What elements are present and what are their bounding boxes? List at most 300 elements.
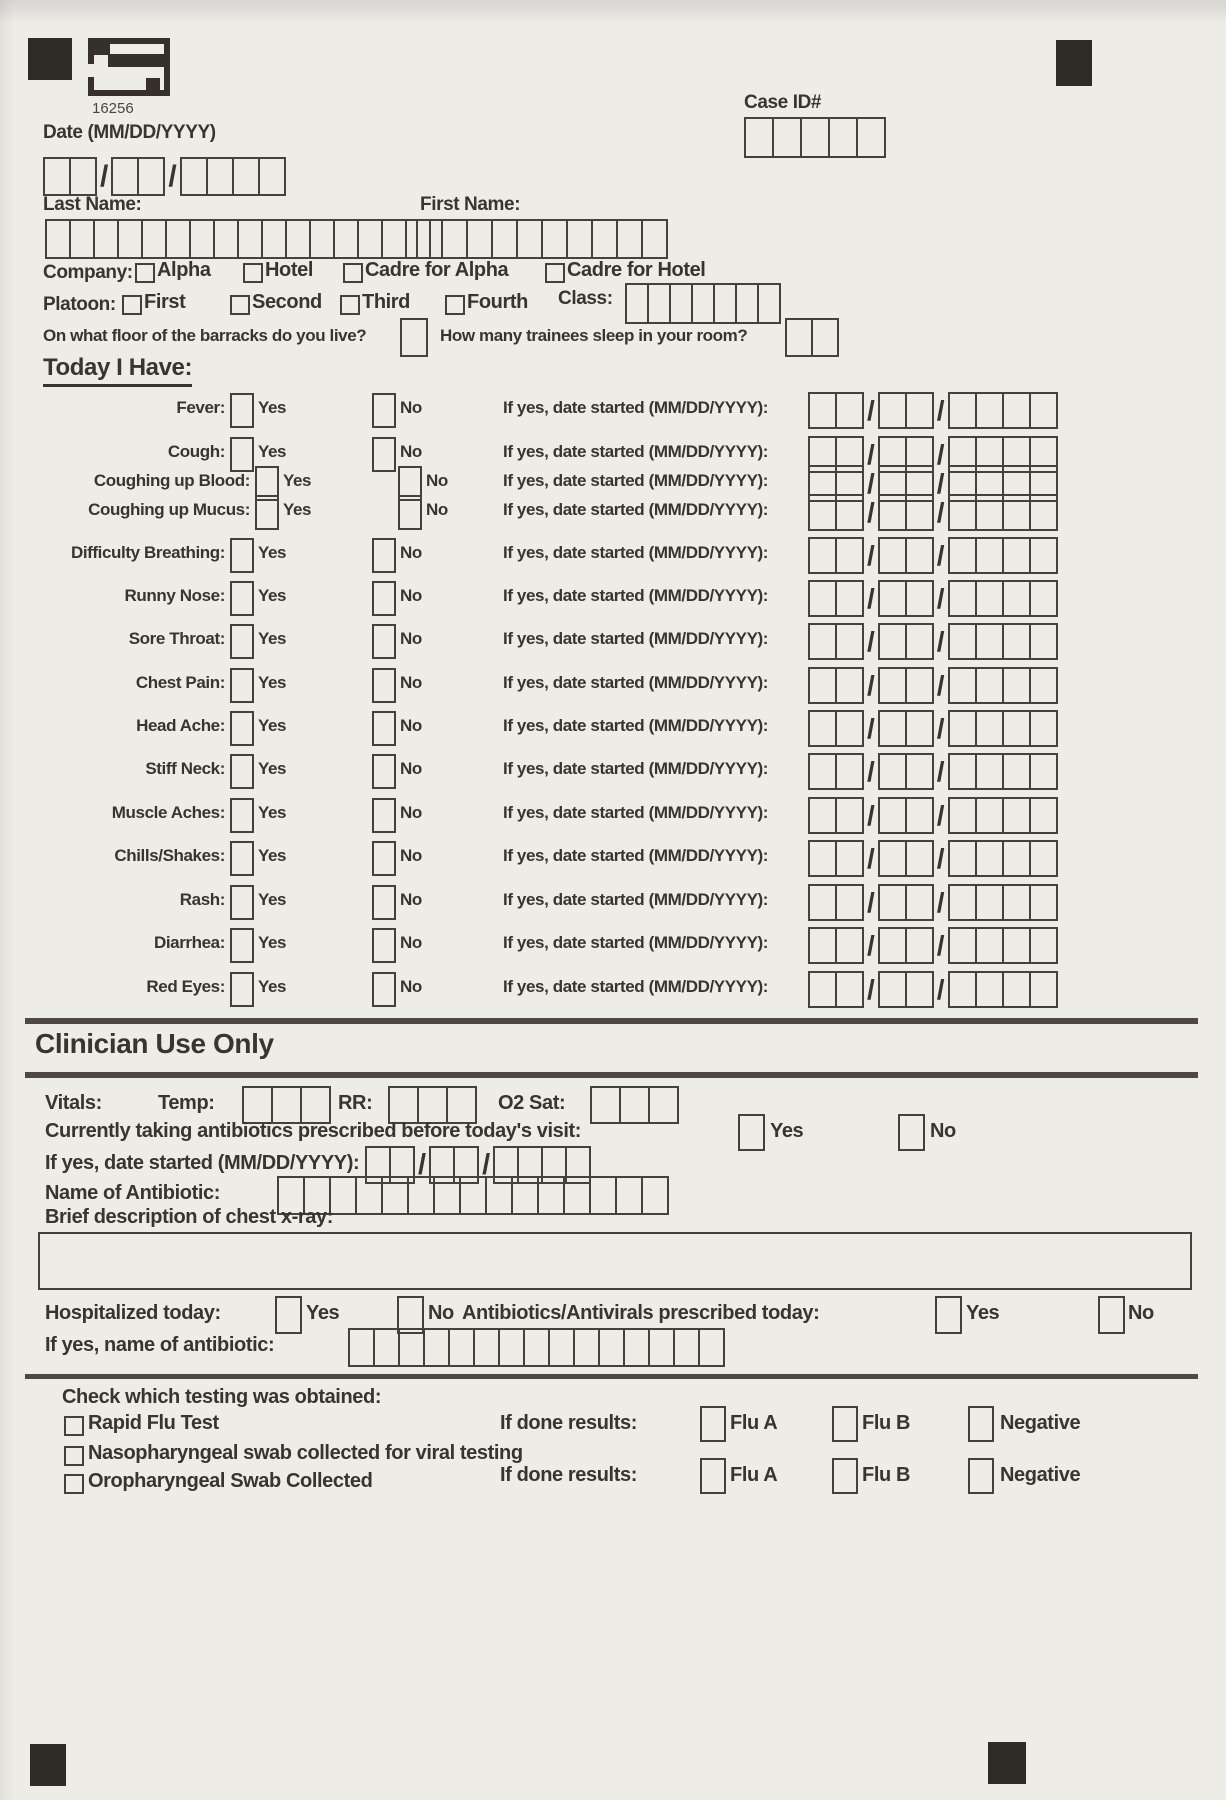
flu-b-checkbox-2[interactable] xyxy=(832,1458,858,1494)
char-cell[interactable] xyxy=(905,392,934,429)
char-cell[interactable] xyxy=(400,318,428,357)
slash-separator: / xyxy=(867,583,875,614)
yes-checkbox[interactable] xyxy=(230,798,254,833)
vitals-label: Vitals: xyxy=(45,1092,102,1114)
char-cell[interactable] xyxy=(598,1328,625,1367)
char-cell[interactable] xyxy=(242,1086,273,1124)
char-cell[interactable] xyxy=(615,1176,643,1215)
yes-checkbox[interactable] xyxy=(230,885,254,920)
char-cell[interactable] xyxy=(948,710,977,747)
date-cell-group xyxy=(111,157,165,196)
char-cell[interactable] xyxy=(357,219,383,259)
char-cell[interactable] xyxy=(189,219,215,259)
char-cell[interactable] xyxy=(93,219,119,259)
char-cell[interactable] xyxy=(878,840,907,877)
symptom-label: Stiff Neck: xyxy=(145,759,225,778)
symptom-label: Cough: xyxy=(167,442,225,461)
company-cadre-alpha-checkbox[interactable] xyxy=(343,263,363,283)
yes-checkbox[interactable] xyxy=(230,624,254,659)
char-cell[interactable] xyxy=(1029,927,1058,964)
company-cadre-hotel-checkbox[interactable] xyxy=(545,263,565,283)
slash-separator: / xyxy=(936,843,945,874)
char-cell[interactable] xyxy=(537,1176,565,1215)
char-cell[interactable] xyxy=(69,157,97,196)
char-cell[interactable] xyxy=(878,392,907,429)
char-cell[interactable] xyxy=(835,494,864,531)
char-cell[interactable] xyxy=(828,117,858,158)
char-cell[interactable] xyxy=(948,797,977,834)
char-cell[interactable] xyxy=(69,219,95,259)
char-cell[interactable] xyxy=(808,494,837,531)
date-cell-group xyxy=(878,667,934,704)
char-cell[interactable] xyxy=(647,283,671,324)
char-cell[interactable] xyxy=(258,157,286,196)
char-cell[interactable] xyxy=(948,392,977,429)
prescribed-yes-checkbox[interactable] xyxy=(935,1296,962,1334)
date-cell-group xyxy=(948,753,1058,790)
char-cell[interactable] xyxy=(878,927,907,964)
form-number: 16256 xyxy=(92,100,134,117)
flu-a-checkbox-2[interactable] xyxy=(700,1458,726,1494)
char-cell[interactable] xyxy=(878,710,907,747)
yes-checkbox[interactable] xyxy=(230,581,254,616)
char-cell[interactable] xyxy=(1002,753,1031,790)
platoon-fourth-checkbox[interactable] xyxy=(445,295,465,315)
date-cell-group xyxy=(878,884,934,921)
char-cell[interactable] xyxy=(137,157,165,196)
flu-a-checkbox-1[interactable] xyxy=(700,1406,726,1442)
first-name-label: First Name: xyxy=(420,194,521,215)
no-checkbox[interactable] xyxy=(372,928,396,963)
char-cell[interactable] xyxy=(808,537,837,574)
char-cell[interactable] xyxy=(948,840,977,877)
platoon-third-label: Third xyxy=(362,291,410,313)
char-cell[interactable] xyxy=(905,667,934,704)
char-cell[interactable] xyxy=(491,219,518,259)
slash-separator: / xyxy=(936,468,945,499)
char-cell[interactable] xyxy=(808,667,837,704)
char-cell[interactable] xyxy=(213,219,239,259)
char-cell[interactable] xyxy=(691,283,715,324)
char-cell[interactable] xyxy=(808,753,837,790)
date-started-label: If yes, date started (MM/DD/YYYY): xyxy=(503,890,769,909)
date-cell-group xyxy=(808,623,864,660)
char-cell[interactable] xyxy=(948,537,977,574)
char-cell[interactable] xyxy=(448,1328,475,1367)
char-cell[interactable] xyxy=(641,1176,669,1215)
date-cell-group xyxy=(808,580,864,617)
yes-checkbox[interactable] xyxy=(230,711,254,746)
char-cell[interactable] xyxy=(511,1176,539,1215)
char-cell[interactable] xyxy=(1029,840,1058,877)
yes-checkbox[interactable] xyxy=(230,668,254,703)
char-cell[interactable] xyxy=(348,1328,375,1367)
char-cell[interactable] xyxy=(1029,971,1058,1008)
char-cell[interactable] xyxy=(808,623,837,660)
company-alpha-checkbox[interactable] xyxy=(135,263,155,283)
platoon-fourth-label: Fourth xyxy=(467,291,528,313)
char-cell[interactable] xyxy=(180,157,208,196)
scan-shading-top xyxy=(0,0,1226,24)
slash-separator: / xyxy=(936,583,945,614)
no-label: No xyxy=(400,716,422,735)
date-cell-group xyxy=(808,753,864,790)
char-cell[interactable] xyxy=(975,884,1004,921)
char-cell[interactable] xyxy=(388,1086,419,1124)
yes-label: Yes xyxy=(258,442,287,461)
no-checkbox[interactable] xyxy=(372,393,396,428)
char-cell[interactable] xyxy=(835,580,864,617)
char-cell[interactable] xyxy=(835,884,864,921)
char-cell[interactable] xyxy=(485,1176,513,1215)
char-cell[interactable] xyxy=(835,392,864,429)
char-cell[interactable] xyxy=(835,927,864,964)
char-cell[interactable] xyxy=(673,1328,700,1367)
char-cell[interactable] xyxy=(878,797,907,834)
char-cell[interactable] xyxy=(573,1328,600,1367)
char-cell[interactable] xyxy=(948,667,977,704)
no-label: No xyxy=(400,846,422,865)
yes-label: Yes xyxy=(258,586,287,605)
char-cell[interactable] xyxy=(975,797,1004,834)
char-cell[interactable] xyxy=(835,537,864,574)
char-cell[interactable] xyxy=(878,537,907,574)
yes-label: Yes xyxy=(258,890,287,909)
char-cell[interactable] xyxy=(1002,927,1031,964)
char-cell[interactable] xyxy=(206,157,234,196)
char-cell[interactable] xyxy=(1002,537,1031,574)
char-cell[interactable] xyxy=(835,840,864,877)
date-cell-group xyxy=(808,797,864,834)
date-started-label: If yes, date started (MM/DD/YYYY): xyxy=(503,673,769,692)
char-cell[interactable] xyxy=(1029,753,1058,790)
char-cell[interactable] xyxy=(619,1086,650,1124)
nasopharyngeal-checkbox[interactable] xyxy=(64,1446,84,1466)
char-cell[interactable] xyxy=(800,117,830,158)
char-cell[interactable] xyxy=(616,219,643,259)
char-cell[interactable] xyxy=(698,1328,725,1367)
char-cell[interactable] xyxy=(45,219,71,259)
date-started-label: If yes, date started (MM/DD/YYYY): xyxy=(503,543,769,562)
no-checkbox[interactable] xyxy=(372,581,396,616)
symptom-row xyxy=(0,972,1226,1008)
char-cell[interactable] xyxy=(648,1328,675,1367)
char-cell[interactable] xyxy=(808,392,837,429)
xray-description-box[interactable] xyxy=(38,1232,1192,1290)
char-cell[interactable] xyxy=(878,884,907,921)
char-cell[interactable] xyxy=(237,219,263,259)
char-cell[interactable] xyxy=(1002,840,1031,877)
antibiotics-yes-checkbox[interactable] xyxy=(738,1114,765,1151)
char-cell[interactable] xyxy=(355,1176,383,1215)
last-name-label: Last Name: xyxy=(43,194,142,215)
char-cell[interactable] xyxy=(381,219,407,259)
char-cell[interactable] xyxy=(329,1176,357,1215)
negative-checkbox-1[interactable] xyxy=(968,1406,994,1442)
symptom-table xyxy=(0,393,1226,1018)
no-checkbox[interactable] xyxy=(372,538,396,573)
char-cell[interactable] xyxy=(563,1176,591,1215)
char-cell[interactable] xyxy=(309,219,335,259)
rapid-flu-checkbox[interactable] xyxy=(64,1416,84,1436)
char-cell[interactable] xyxy=(975,971,1004,1008)
char-cell[interactable] xyxy=(835,710,864,747)
clinician-date-started-label: If yes, date started (MM/DD/YYYY): xyxy=(45,1152,360,1174)
char-cell[interactable] xyxy=(669,283,693,324)
date-cell-group xyxy=(808,494,864,531)
char-cell[interactable] xyxy=(713,283,737,324)
char-cell[interactable] xyxy=(948,623,977,660)
date-cell-group xyxy=(878,753,934,790)
slash-separator: / xyxy=(936,756,945,787)
flu-b-label-2: Flu B xyxy=(862,1464,910,1486)
char-cell[interactable] xyxy=(905,494,934,531)
char-cell[interactable] xyxy=(975,623,1004,660)
char-cell[interactable] xyxy=(835,971,864,1008)
char-cell[interactable] xyxy=(623,1328,650,1367)
date-started-label: If yes, date started (MM/DD/YYYY): xyxy=(503,629,769,648)
yes-checkbox[interactable] xyxy=(230,754,254,789)
last-name-boxes xyxy=(45,219,431,259)
o2-sat-label: O2 Sat: xyxy=(498,1092,566,1114)
char-cell[interactable] xyxy=(1002,884,1031,921)
char-cell[interactable] xyxy=(398,1328,425,1367)
slash-separator: / xyxy=(936,540,945,571)
slash-separator: / xyxy=(936,395,945,426)
char-cell[interactable] xyxy=(1002,494,1031,531)
char-cell[interactable] xyxy=(905,927,934,964)
prescribed-no-checkbox[interactable] xyxy=(1098,1296,1125,1334)
char-cell[interactable] xyxy=(1002,392,1031,429)
char-cell[interactable] xyxy=(878,667,907,704)
char-cell[interactable] xyxy=(589,1176,617,1215)
char-cell[interactable] xyxy=(1002,623,1031,660)
char-cell[interactable] xyxy=(498,1328,525,1367)
char-cell[interactable] xyxy=(856,117,886,158)
yes-checkbox[interactable] xyxy=(230,841,254,876)
no-checkbox[interactable] xyxy=(372,972,396,1007)
char-cell[interactable] xyxy=(381,1176,409,1215)
char-cell[interactable] xyxy=(975,494,1004,531)
char-cell[interactable] xyxy=(878,580,907,617)
char-cell[interactable] xyxy=(423,1328,450,1367)
char-cell[interactable] xyxy=(300,1086,331,1124)
char-cell[interactable] xyxy=(466,219,493,259)
char-cell[interactable] xyxy=(1002,797,1031,834)
char-cell[interactable] xyxy=(591,219,618,259)
oropharyngeal-checkbox[interactable] xyxy=(64,1474,84,1494)
char-cell[interactable] xyxy=(1002,971,1031,1008)
char-cell[interactable] xyxy=(285,219,311,259)
yes-checkbox[interactable] xyxy=(230,393,254,428)
platoon-first-checkbox[interactable] xyxy=(122,295,142,315)
char-cell[interactable] xyxy=(808,927,837,964)
char-cell[interactable] xyxy=(1029,667,1058,704)
char-cell[interactable] xyxy=(1002,710,1031,747)
char-cell[interactable] xyxy=(417,1086,448,1124)
char-cell[interactable] xyxy=(416,219,443,259)
no-checkbox[interactable] xyxy=(372,711,396,746)
char-cell[interactable] xyxy=(473,1328,500,1367)
flu-b-checkbox-1[interactable] xyxy=(832,1406,858,1442)
char-cell[interactable] xyxy=(975,667,1004,704)
char-cell[interactable] xyxy=(1029,623,1058,660)
clinician-heading: Clinician Use Only xyxy=(35,1028,274,1059)
char-cell[interactable] xyxy=(905,623,934,660)
char-cell[interactable] xyxy=(811,318,839,357)
char-cell[interactable] xyxy=(878,753,907,790)
platoon-third-checkbox[interactable] xyxy=(340,295,360,315)
char-cell[interactable] xyxy=(948,971,977,1008)
testing-heading: Check which testing was obtained: xyxy=(62,1386,382,1408)
no-label: No xyxy=(400,543,422,562)
char-cell[interactable] xyxy=(808,580,837,617)
flu-a-label-2: Flu A xyxy=(730,1464,778,1486)
char-cell[interactable] xyxy=(117,219,143,259)
char-cell[interactable] xyxy=(641,219,668,259)
char-cell[interactable] xyxy=(1029,884,1058,921)
yes-label: Yes xyxy=(283,471,312,490)
char-cell[interactable] xyxy=(441,219,468,259)
char-cell[interactable] xyxy=(948,753,977,790)
char-cell[interactable] xyxy=(808,840,837,877)
char-cell[interactable] xyxy=(772,117,802,158)
antibiotics-no-checkbox[interactable] xyxy=(898,1114,925,1151)
char-cell[interactable] xyxy=(905,797,934,834)
char-cell[interactable] xyxy=(757,283,781,324)
char-cell[interactable] xyxy=(165,219,191,259)
char-cell[interactable] xyxy=(948,927,977,964)
char-cell[interactable] xyxy=(261,219,287,259)
char-cell[interactable] xyxy=(111,157,139,196)
char-cell[interactable] xyxy=(905,971,934,1008)
slash-separator: / xyxy=(867,843,875,874)
char-cell[interactable] xyxy=(446,1086,477,1124)
char-cell[interactable] xyxy=(1002,580,1031,617)
no-checkbox[interactable] xyxy=(372,624,396,659)
date-cell-group xyxy=(878,494,934,531)
date-cell-group xyxy=(808,884,864,921)
negative-label-2: Negative xyxy=(1000,1464,1081,1486)
char-cell[interactable] xyxy=(1029,797,1058,834)
results-label-1: If done results: xyxy=(500,1412,637,1434)
char-cell[interactable] xyxy=(43,157,71,196)
char-cell[interactable] xyxy=(975,710,1004,747)
slash-separator: / xyxy=(936,974,945,1005)
char-cell[interactable] xyxy=(905,580,934,617)
char-cell[interactable] xyxy=(808,971,837,1008)
char-cell[interactable] xyxy=(905,710,934,747)
char-cell[interactable] xyxy=(1002,667,1031,704)
char-cell[interactable] xyxy=(625,283,649,324)
char-cell[interactable] xyxy=(878,494,907,531)
no-checkbox[interactable] xyxy=(398,495,422,530)
char-cell[interactable] xyxy=(373,1328,400,1367)
char-cell[interactable] xyxy=(407,1176,435,1215)
char-cell[interactable] xyxy=(433,1176,461,1215)
yes-checkbox[interactable] xyxy=(230,538,254,573)
char-cell[interactable] xyxy=(905,884,934,921)
date-cell-group xyxy=(948,494,1058,531)
char-cell[interactable] xyxy=(905,840,934,877)
char-cell[interactable] xyxy=(548,1328,575,1367)
negative-checkbox-2[interactable] xyxy=(968,1458,994,1494)
hospitalized-yes-checkbox[interactable] xyxy=(275,1296,302,1334)
date-cell-group xyxy=(878,537,934,574)
char-cell[interactable] xyxy=(878,971,907,1008)
char-cell[interactable] xyxy=(516,219,543,259)
char-cell[interactable] xyxy=(905,753,934,790)
no-checkbox[interactable] xyxy=(372,841,396,876)
char-cell[interactable] xyxy=(808,710,837,747)
char-cell[interactable] xyxy=(975,840,1004,877)
char-cell[interactable] xyxy=(808,797,837,834)
registration-mark-top-left xyxy=(28,38,72,80)
no-checkbox[interactable] xyxy=(372,668,396,703)
char-cell[interactable] xyxy=(975,927,1004,964)
char-cell[interactable] xyxy=(232,157,260,196)
char-cell[interactable] xyxy=(1029,537,1058,574)
char-cell[interactable] xyxy=(835,797,864,834)
char-cell[interactable] xyxy=(835,623,864,660)
date-started-label: If yes, date started (MM/DD/YYYY): xyxy=(503,586,769,605)
char-cell[interactable] xyxy=(459,1176,487,1215)
char-cell[interactable] xyxy=(948,580,977,617)
char-cell[interactable] xyxy=(1029,710,1058,747)
char-cell[interactable] xyxy=(808,884,837,921)
symptom-row xyxy=(0,754,1226,790)
no-checkbox[interactable] xyxy=(372,754,396,789)
yes-checkbox[interactable] xyxy=(230,928,254,963)
char-cell[interactable] xyxy=(785,318,813,357)
char-cell[interactable] xyxy=(590,1086,621,1124)
char-cell[interactable] xyxy=(975,392,1004,429)
char-cell[interactable] xyxy=(523,1328,550,1367)
char-cell[interactable] xyxy=(975,537,1004,574)
char-cell[interactable] xyxy=(948,884,977,921)
char-cell[interactable] xyxy=(333,219,359,259)
date-cell-group xyxy=(948,927,1058,964)
char-cell[interactable] xyxy=(735,283,759,324)
char-cell[interactable] xyxy=(1029,580,1058,617)
char-cell[interactable] xyxy=(141,219,167,259)
char-cell[interactable] xyxy=(835,667,864,704)
char-cell[interactable] xyxy=(835,753,864,790)
char-cell[interactable] xyxy=(271,1086,302,1124)
char-cell[interactable] xyxy=(566,219,593,259)
floor-box xyxy=(400,318,428,357)
char-cell[interactable] xyxy=(1029,392,1058,429)
char-cell[interactable] xyxy=(975,753,1004,790)
no-checkbox[interactable] xyxy=(372,798,396,833)
symptom-label: Chest Pain: xyxy=(135,673,225,692)
yes-label: Yes xyxy=(283,500,312,519)
char-cell[interactable] xyxy=(905,537,934,574)
char-cell[interactable] xyxy=(948,494,977,531)
slash-separator: / xyxy=(867,626,875,657)
char-cell[interactable] xyxy=(1029,494,1058,531)
char-cell[interactable] xyxy=(878,623,907,660)
char-cell[interactable] xyxy=(975,580,1004,617)
company-hotel-checkbox[interactable] xyxy=(243,263,263,283)
yes-checkbox[interactable] xyxy=(255,495,279,530)
char-cell[interactable] xyxy=(648,1086,679,1124)
char-cell[interactable] xyxy=(541,219,568,259)
char-cell[interactable] xyxy=(744,117,774,158)
yes-checkbox[interactable] xyxy=(230,972,254,1007)
platoon-second-checkbox[interactable] xyxy=(230,295,250,315)
no-checkbox[interactable] xyxy=(372,885,396,920)
